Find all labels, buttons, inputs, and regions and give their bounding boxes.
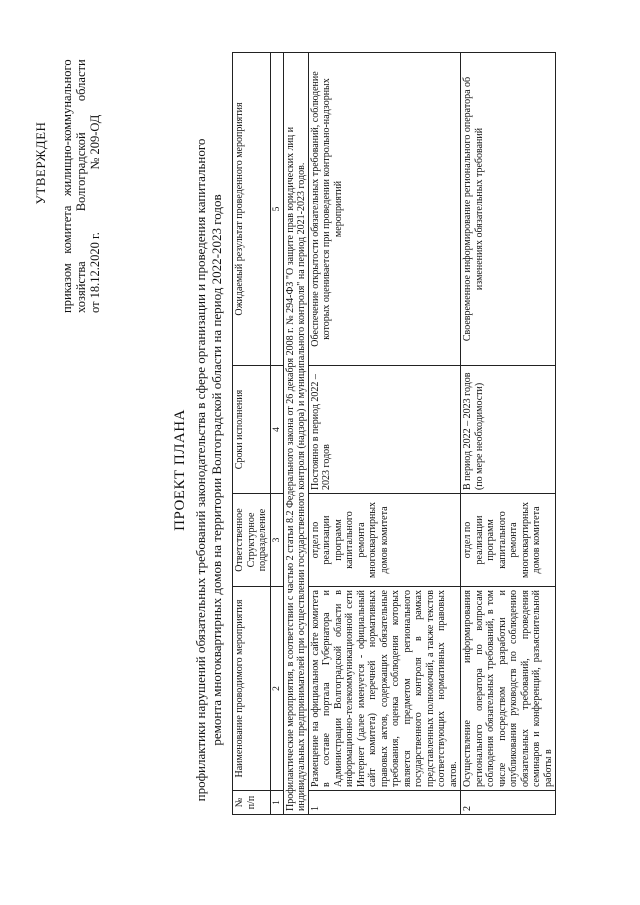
- column-number: 4: [270, 366, 283, 494]
- document-title: ПРОЕКТ ПЛАНА: [172, 409, 188, 531]
- section-row: [283, 53, 308, 815]
- column-number: 3: [270, 494, 283, 587]
- row-result: Своевременное информирование регионального оператора об изменениях обязательных требований: [461, 53, 556, 366]
- header-activity: Наименование проводимого мероприятия: [233, 587, 271, 791]
- column-number: 2: [270, 587, 283, 791]
- approval-block: [34, 13, 102, 313]
- title-block: [172, 130, 225, 810]
- row-activity: Размещение на официальном сайте комитета в составе портала Губернатора и Администрации Волгоградской области в информационно-телекоммуникационной сети Интернет (далее именуется - официальный сайт комитета) перечней нормативных правовых актов, содержащих обязательные требования, оценка соблюдения которых является предметом регионального государственного контроля в рамках представленных полномочий, а также текстов соответствующих нормативных правовых актов.: [308, 587, 461, 791]
- row-number: 1: [308, 791, 461, 815]
- row-number: 2: [461, 791, 556, 815]
- column-numbers-row: [270, 53, 283, 815]
- document-subtitle-line1: профилактики нарушений обязательных требований законодательства в сфере организации и проведения капитального: [193, 138, 208, 802]
- document-subtitle-line2: ремонта многоквартирных домов на территории Волгоградской области на период 2022-2023 годов: [209, 194, 224, 746]
- column-number: 5: [270, 53, 283, 366]
- row-deadline: В период 2022 – 2023 годов (по мере необходимости): [461, 366, 556, 494]
- header-number: № п/п: [233, 791, 271, 815]
- row-responsible: отдел по реализации программ капитального ремонта многоквартирных домов комитета: [461, 494, 556, 587]
- table-header-row: [233, 53, 271, 815]
- table-row: [461, 53, 556, 815]
- approval-line: от 18.12.2020 г. № 209-ОД: [88, 114, 102, 313]
- row-activity: Осуществление информирования регионального оператора по вопросам соблюдения обязательных требований, в том числе посредством разработки и опубликования руководств по соблюдению обязательных требований, проведения семинаров и конференций, разъяснительной работы в: [461, 587, 556, 791]
- table-row: [308, 53, 461, 815]
- approval-line: хозяйства Волгоградской области: [74, 59, 88, 313]
- row-responsible: отдел по реализации программ капитального ремонта многоквартирных домов комитета: [308, 494, 461, 587]
- approval-heading: УТВЕРЖДЕН: [33, 121, 48, 205]
- plan-table: [232, 52, 556, 815]
- header-responsible: Ответственное Структурное подразделение: [233, 494, 271, 587]
- column-number: 1: [270, 791, 283, 815]
- approval-line: приказом комитета жилищно-коммунального: [60, 59, 74, 313]
- header-deadline: Сроки исполнения: [233, 366, 271, 494]
- header-result: Ожидаемый результат проведенного мероприятия: [233, 53, 271, 366]
- section-heading: Профилактические мероприятия, в соответствии с частью 2 статьи 8.2 Федерального закона от 26 декабря 2008 г. № 294-ФЗ "О защите прав юридических лиц и индивидуальных предпринимателей при осуществлении государственного контроля (надзора) и муниципального контроля" на период 2021-2023 годов.: [283, 53, 308, 815]
- row-deadline: Постоянно в период 2022 – 2023 годов: [308, 366, 461, 494]
- row-result: Обеспечение открытости обязательных требований, соблюдение которых оценивается при проведении контрольно-надзорных мероприятий: [308, 53, 461, 366]
